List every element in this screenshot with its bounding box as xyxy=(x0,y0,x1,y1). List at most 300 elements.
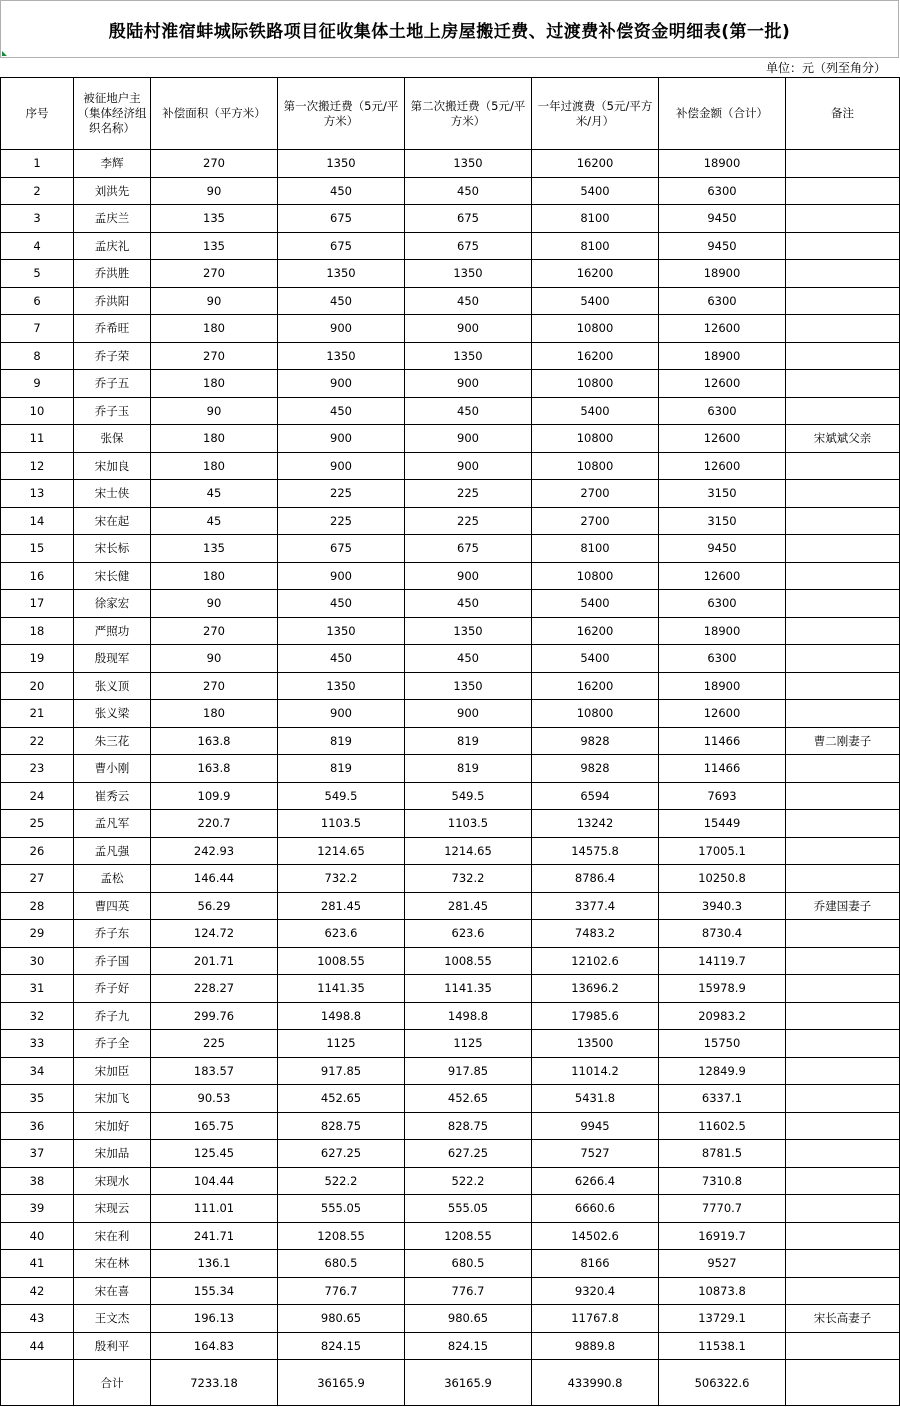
header-second-relocation-fee: 第二次搬迁费（5元/平方米） xyxy=(405,78,532,150)
cell-first-relocation-fee: 281.45 xyxy=(278,892,405,920)
cell-first-relocation-fee: 900 xyxy=(278,370,405,398)
cell-area: 180 xyxy=(151,370,278,398)
header-remark: 备注 xyxy=(786,78,900,150)
cell-first-relocation-fee: 1350 xyxy=(278,260,405,288)
table-row xyxy=(1,672,900,700)
cell-transition-fee: 5400 xyxy=(532,645,659,673)
cell-first-relocation-fee: 450 xyxy=(278,645,405,673)
cell-second-relocation-fee: 980.65 xyxy=(405,1305,532,1333)
cell-area: 183.57 xyxy=(151,1057,278,1085)
cell-owner: 乔洪胜 xyxy=(74,260,151,288)
cell-remark: 宋斌斌父亲 xyxy=(786,425,900,453)
cell-area: 164.83 xyxy=(151,1332,278,1360)
table-row xyxy=(1,562,900,590)
cell-total-compensation: 9450 xyxy=(659,205,786,233)
cell-second-relocation-fee: 680.5 xyxy=(405,1250,532,1278)
cell-first-relocation-fee: 627.25 xyxy=(278,1140,405,1168)
cell-index: 35 xyxy=(1,1085,74,1113)
cell-total-compensation: 13729.1 xyxy=(659,1305,786,1333)
cell-owner: 宋在喜 xyxy=(74,1277,151,1305)
cell-first-relocation-fee: 1350 xyxy=(278,342,405,370)
cell-transition-fee: 16200 xyxy=(532,342,659,370)
cell-total-compensation: 16919.7 xyxy=(659,1222,786,1250)
cell-transition-fee: 10800 xyxy=(532,562,659,590)
cell-transition-fee: 16200 xyxy=(532,150,659,178)
cell-owner: 孟庆兰 xyxy=(74,205,151,233)
cell-area: 90 xyxy=(151,177,278,205)
cell-total-compensation: 15449 xyxy=(659,810,786,838)
table-row xyxy=(1,535,900,563)
cell-total-compensation: 9527 xyxy=(659,1250,786,1278)
cell-remark xyxy=(786,1002,900,1030)
cell-remark xyxy=(786,205,900,233)
cell-total-compensation: 12600 xyxy=(659,370,786,398)
cell-transition-fee: 8100 xyxy=(532,205,659,233)
cell-index: 33 xyxy=(1,1030,74,1058)
cell-remark xyxy=(786,150,900,178)
cell-index: 14 xyxy=(1,507,74,535)
cell-total-compensation: 10873.8 xyxy=(659,1277,786,1305)
table-body xyxy=(1,150,900,1360)
cell-first-relocation-fee: 1008.55 xyxy=(278,947,405,975)
cell-remark xyxy=(786,947,900,975)
table-row xyxy=(1,315,900,343)
cell-first-relocation-fee: 549.5 xyxy=(278,782,405,810)
cell-first-relocation-fee: 225 xyxy=(278,507,405,535)
cell-area: 135 xyxy=(151,535,278,563)
cell-transition-fee: 11767.8 xyxy=(532,1305,659,1333)
cell-index: 22 xyxy=(1,727,74,755)
header-total-compensation: 补偿金额（合计） xyxy=(659,78,786,150)
cell-remark xyxy=(786,1167,900,1195)
cell-transition-fee: 16200 xyxy=(532,260,659,288)
table-row xyxy=(1,1030,900,1058)
cell-transition-fee: 13500 xyxy=(532,1030,659,1058)
cell-transition-fee: 7483.2 xyxy=(532,920,659,948)
cell-remark xyxy=(786,535,900,563)
table-row xyxy=(1,1305,900,1333)
cell-corner-marker xyxy=(2,51,7,56)
cell-index: 38 xyxy=(1,1167,74,1195)
cell-area: 155.34 xyxy=(151,1277,278,1305)
table-row xyxy=(1,892,900,920)
table-row xyxy=(1,1332,900,1360)
header-area: 补偿面积（平方米） xyxy=(151,78,278,150)
total-compensation: 506322.6 xyxy=(659,1360,786,1406)
cell-owner: 殷现军 xyxy=(74,645,151,673)
cell-index: 36 xyxy=(1,1112,74,1140)
cell-total-compensation: 10250.8 xyxy=(659,865,786,893)
cell-total-compensation: 12600 xyxy=(659,315,786,343)
cell-second-relocation-fee: 522.2 xyxy=(405,1167,532,1195)
cell-owner: 宋士侠 xyxy=(74,480,151,508)
cell-owner: 宋在林 xyxy=(74,1250,151,1278)
cell-remark xyxy=(786,1222,900,1250)
table-row xyxy=(1,755,900,783)
cell-area: 135 xyxy=(151,232,278,260)
cell-remark xyxy=(786,837,900,865)
cell-first-relocation-fee: 452.65 xyxy=(278,1085,405,1113)
table-row xyxy=(1,975,900,1003)
cell-second-relocation-fee: 1350 xyxy=(405,342,532,370)
cell-owner: 乔子国 xyxy=(74,947,151,975)
total-remark xyxy=(786,1360,900,1406)
cell-first-relocation-fee: 732.2 xyxy=(278,865,405,893)
cell-second-relocation-fee: 452.65 xyxy=(405,1085,532,1113)
header-index: 序号 xyxy=(1,78,74,150)
cell-first-relocation-fee: 900 xyxy=(278,452,405,480)
total-area: 7233.18 xyxy=(151,1360,278,1406)
cell-total-compensation: 7310.8 xyxy=(659,1167,786,1195)
cell-remark xyxy=(786,1057,900,1085)
table-row xyxy=(1,287,900,315)
cell-second-relocation-fee: 917.85 xyxy=(405,1057,532,1085)
cell-area: 270 xyxy=(151,260,278,288)
cell-first-relocation-fee: 1498.8 xyxy=(278,1002,405,1030)
table-row xyxy=(1,1250,900,1278)
cell-transition-fee: 14502.6 xyxy=(532,1222,659,1250)
cell-owner: 宋加良 xyxy=(74,452,151,480)
cell-index: 6 xyxy=(1,287,74,315)
cell-second-relocation-fee: 225 xyxy=(405,507,532,535)
cell-second-relocation-fee: 675 xyxy=(405,205,532,233)
cell-first-relocation-fee: 900 xyxy=(278,562,405,590)
cell-index: 41 xyxy=(1,1250,74,1278)
cell-total-compensation: 14119.7 xyxy=(659,947,786,975)
cell-second-relocation-fee: 1350 xyxy=(405,617,532,645)
cell-index: 28 xyxy=(1,892,74,920)
cell-area: 196.13 xyxy=(151,1305,278,1333)
cell-owner: 宋加飞 xyxy=(74,1085,151,1113)
cell-transition-fee: 10800 xyxy=(532,315,659,343)
cell-total-compensation: 18900 xyxy=(659,260,786,288)
cell-index: 25 xyxy=(1,810,74,838)
cell-owner: 崔秀云 xyxy=(74,782,151,810)
cell-transition-fee: 16200 xyxy=(532,672,659,700)
unit-note: 单位：元（列至角分） xyxy=(765,61,886,75)
table-row xyxy=(1,507,900,535)
cell-remark xyxy=(786,1332,900,1360)
cell-area: 180 xyxy=(151,452,278,480)
cell-first-relocation-fee: 675 xyxy=(278,205,405,233)
cell-owner: 徐家宏 xyxy=(74,590,151,618)
cell-area: 270 xyxy=(151,672,278,700)
cell-owner: 乔子九 xyxy=(74,1002,151,1030)
cell-transition-fee: 6594 xyxy=(532,782,659,810)
cell-first-relocation-fee: 980.65 xyxy=(278,1305,405,1333)
cell-index: 3 xyxy=(1,205,74,233)
cell-first-relocation-fee: 1125 xyxy=(278,1030,405,1058)
cell-first-relocation-fee: 1141.35 xyxy=(278,975,405,1003)
cell-area: 163.8 xyxy=(151,755,278,783)
cell-first-relocation-fee: 900 xyxy=(278,425,405,453)
cell-remark xyxy=(786,700,900,728)
total-first-relocation-fee: 36165.9 xyxy=(278,1360,405,1406)
cell-owner: 刘洪先 xyxy=(74,177,151,205)
table-row xyxy=(1,617,900,645)
cell-total-compensation: 6300 xyxy=(659,645,786,673)
header-row xyxy=(1,78,900,150)
cell-index: 8 xyxy=(1,342,74,370)
cell-owner: 孟庆礼 xyxy=(74,232,151,260)
cell-area: 45 xyxy=(151,480,278,508)
table-row xyxy=(1,920,900,948)
cell-index: 37 xyxy=(1,1140,74,1168)
table-row xyxy=(1,1057,900,1085)
cell-index: 2 xyxy=(1,177,74,205)
cell-first-relocation-fee: 1350 xyxy=(278,150,405,178)
cell-owner: 张义梁 xyxy=(74,700,151,728)
table-row xyxy=(1,480,900,508)
cell-remark xyxy=(786,617,900,645)
total-index xyxy=(1,1360,74,1406)
cell-second-relocation-fee: 1125 xyxy=(405,1030,532,1058)
cell-index: 13 xyxy=(1,480,74,508)
cell-area: 135 xyxy=(151,205,278,233)
title-bar xyxy=(0,0,899,58)
cell-remark xyxy=(786,480,900,508)
cell-second-relocation-fee: 225 xyxy=(405,480,532,508)
cell-total-compensation: 18900 xyxy=(659,150,786,178)
cell-transition-fee: 9828 xyxy=(532,755,659,783)
cell-area: 90 xyxy=(151,645,278,673)
cell-remark xyxy=(786,287,900,315)
cell-total-compensation: 12600 xyxy=(659,562,786,590)
cell-owner: 宋加品 xyxy=(74,1140,151,1168)
cell-owner: 孟凡强 xyxy=(74,837,151,865)
cell-index: 21 xyxy=(1,700,74,728)
cell-index: 7 xyxy=(1,315,74,343)
table-row xyxy=(1,1002,900,1030)
cell-transition-fee: 9889.8 xyxy=(532,1332,659,1360)
table-row xyxy=(1,1112,900,1140)
cell-total-compensation: 6300 xyxy=(659,177,786,205)
cell-second-relocation-fee: 900 xyxy=(405,425,532,453)
cell-owner: 曹四英 xyxy=(74,892,151,920)
header-owner: 被征地户主（集体经济组织名称） xyxy=(74,78,151,150)
cell-index: 11 xyxy=(1,425,74,453)
cell-transition-fee: 8166 xyxy=(532,1250,659,1278)
cell-second-relocation-fee: 627.25 xyxy=(405,1140,532,1168)
cell-total-compensation: 17005.1 xyxy=(659,837,786,865)
cell-first-relocation-fee: 1350 xyxy=(278,672,405,700)
table-row xyxy=(1,865,900,893)
cell-first-relocation-fee: 1350 xyxy=(278,617,405,645)
cell-area: 90 xyxy=(151,397,278,425)
cell-remark xyxy=(786,1250,900,1278)
cell-transition-fee: 8100 xyxy=(532,232,659,260)
cell-owner: 乔子五 xyxy=(74,370,151,398)
cell-transition-fee: 10800 xyxy=(532,452,659,480)
cell-total-compensation: 18900 xyxy=(659,342,786,370)
cell-owner: 宋长健 xyxy=(74,562,151,590)
cell-total-compensation: 12849.9 xyxy=(659,1057,786,1085)
cell-total-compensation: 15750 xyxy=(659,1030,786,1058)
cell-transition-fee: 5400 xyxy=(532,590,659,618)
cell-second-relocation-fee: 824.15 xyxy=(405,1332,532,1360)
cell-area: 242.93 xyxy=(151,837,278,865)
cell-total-compensation: 6300 xyxy=(659,590,786,618)
cell-transition-fee: 5400 xyxy=(532,287,659,315)
cell-remark xyxy=(786,232,900,260)
cell-index: 34 xyxy=(1,1057,74,1085)
cell-first-relocation-fee: 450 xyxy=(278,590,405,618)
cell-area: 125.45 xyxy=(151,1140,278,1168)
cell-second-relocation-fee: 900 xyxy=(405,452,532,480)
table-row xyxy=(1,590,900,618)
cell-total-compensation: 12600 xyxy=(659,452,786,480)
cell-total-compensation: 11538.1 xyxy=(659,1332,786,1360)
cell-first-relocation-fee: 450 xyxy=(278,177,405,205)
cell-remark xyxy=(786,1140,900,1168)
total-row xyxy=(1,1360,900,1406)
cell-index: 31 xyxy=(1,975,74,1003)
cell-area: 136.1 xyxy=(151,1250,278,1278)
cell-transition-fee: 7527 xyxy=(532,1140,659,1168)
cell-total-compensation: 9450 xyxy=(659,232,786,260)
cell-total-compensation: 15978.9 xyxy=(659,975,786,1003)
cell-index: 17 xyxy=(1,590,74,618)
cell-owner: 孟松 xyxy=(74,865,151,893)
cell-area: 180 xyxy=(151,425,278,453)
cell-area: 228.27 xyxy=(151,975,278,1003)
cell-owner: 宋现云 xyxy=(74,1195,151,1223)
cell-first-relocation-fee: 680.5 xyxy=(278,1250,405,1278)
cell-owner: 宋加好 xyxy=(74,1112,151,1140)
cell-owner: 孟凡军 xyxy=(74,810,151,838)
cell-remark xyxy=(786,920,900,948)
cell-owner: 曹小刚 xyxy=(74,755,151,783)
cell-owner: 宋在利 xyxy=(74,1222,151,1250)
cell-remark xyxy=(786,562,900,590)
cell-second-relocation-fee: 549.5 xyxy=(405,782,532,810)
cell-second-relocation-fee: 1008.55 xyxy=(405,947,532,975)
total-transition-fee: 433990.8 xyxy=(532,1360,659,1406)
cell-total-compensation: 11466 xyxy=(659,755,786,783)
cell-transition-fee: 11014.2 xyxy=(532,1057,659,1085)
cell-remark xyxy=(786,975,900,1003)
cell-area: 270 xyxy=(151,342,278,370)
cell-index: 15 xyxy=(1,535,74,563)
cell-second-relocation-fee: 623.6 xyxy=(405,920,532,948)
cell-remark xyxy=(786,315,900,343)
cell-remark xyxy=(786,1277,900,1305)
cell-transition-fee: 14575.8 xyxy=(532,837,659,865)
compensation-table xyxy=(0,77,900,1406)
cell-first-relocation-fee: 623.6 xyxy=(278,920,405,948)
cell-area: 111.01 xyxy=(151,1195,278,1223)
cell-index: 40 xyxy=(1,1222,74,1250)
cell-first-relocation-fee: 900 xyxy=(278,700,405,728)
table-row xyxy=(1,425,900,453)
cell-index: 20 xyxy=(1,672,74,700)
cell-owner: 宋现水 xyxy=(74,1167,151,1195)
cell-transition-fee: 8786.4 xyxy=(532,865,659,893)
cell-transition-fee: 9828 xyxy=(532,727,659,755)
cell-first-relocation-fee: 675 xyxy=(278,232,405,260)
cell-transition-fee: 13696.2 xyxy=(532,975,659,1003)
cell-second-relocation-fee: 819 xyxy=(405,727,532,755)
cell-area: 104.44 xyxy=(151,1167,278,1195)
cell-second-relocation-fee: 900 xyxy=(405,315,532,343)
cell-second-relocation-fee: 1214.65 xyxy=(405,837,532,865)
cell-first-relocation-fee: 450 xyxy=(278,287,405,315)
cell-index: 19 xyxy=(1,645,74,673)
cell-owner: 乔希旺 xyxy=(74,315,151,343)
header-transition-fee: 一年过渡费（5元/平方米/月） xyxy=(532,78,659,150)
cell-index: 24 xyxy=(1,782,74,810)
cell-owner: 张义顶 xyxy=(74,672,151,700)
cell-remark: 曹二刚妻子 xyxy=(786,727,900,755)
cell-index: 18 xyxy=(1,617,74,645)
cell-second-relocation-fee: 1208.55 xyxy=(405,1222,532,1250)
table-row xyxy=(1,370,900,398)
cell-remark xyxy=(786,1030,900,1058)
cell-area: 180 xyxy=(151,562,278,590)
cell-index: 32 xyxy=(1,1002,74,1030)
cell-second-relocation-fee: 776.7 xyxy=(405,1277,532,1305)
total-second-relocation-fee: 36165.9 xyxy=(405,1360,532,1406)
cell-transition-fee: 3377.4 xyxy=(532,892,659,920)
cell-second-relocation-fee: 900 xyxy=(405,370,532,398)
table-row xyxy=(1,1222,900,1250)
cell-second-relocation-fee: 1141.35 xyxy=(405,975,532,1003)
table-row xyxy=(1,232,900,260)
cell-area: 180 xyxy=(151,700,278,728)
cell-area: 146.44 xyxy=(151,865,278,893)
cell-area: 220.7 xyxy=(151,810,278,838)
table-row xyxy=(1,947,900,975)
cell-second-relocation-fee: 1350 xyxy=(405,260,532,288)
table-row xyxy=(1,1167,900,1195)
cell-transition-fee: 10800 xyxy=(532,700,659,728)
cell-first-relocation-fee: 522.2 xyxy=(278,1167,405,1195)
cell-first-relocation-fee: 1103.5 xyxy=(278,810,405,838)
cell-index: 4 xyxy=(1,232,74,260)
cell-second-relocation-fee: 675 xyxy=(405,232,532,260)
cell-first-relocation-fee: 819 xyxy=(278,727,405,755)
cell-second-relocation-fee: 450 xyxy=(405,397,532,425)
cell-index: 42 xyxy=(1,1277,74,1305)
cell-second-relocation-fee: 828.75 xyxy=(405,1112,532,1140)
cell-first-relocation-fee: 1208.55 xyxy=(278,1222,405,1250)
cell-transition-fee: 12102.6 xyxy=(532,947,659,975)
cell-second-relocation-fee: 450 xyxy=(405,645,532,673)
table-row xyxy=(1,342,900,370)
cell-remark xyxy=(786,507,900,535)
cell-transition-fee: 17985.6 xyxy=(532,1002,659,1030)
cell-remark xyxy=(786,1112,900,1140)
cell-remark xyxy=(786,865,900,893)
cell-first-relocation-fee: 819 xyxy=(278,755,405,783)
table-row xyxy=(1,645,900,673)
cell-index: 9 xyxy=(1,370,74,398)
cell-owner: 乔洪阳 xyxy=(74,287,151,315)
cell-index: 5 xyxy=(1,260,74,288)
cell-first-relocation-fee: 450 xyxy=(278,397,405,425)
cell-area: 225 xyxy=(151,1030,278,1058)
cell-total-compensation: 8781.5 xyxy=(659,1140,786,1168)
table-row xyxy=(1,782,900,810)
cell-total-compensation: 7770.7 xyxy=(659,1195,786,1223)
cell-remark xyxy=(786,1195,900,1223)
table-row xyxy=(1,177,900,205)
cell-second-relocation-fee: 1350 xyxy=(405,150,532,178)
cell-total-compensation: 18900 xyxy=(659,617,786,645)
cell-remark xyxy=(786,370,900,398)
cell-owner: 严照功 xyxy=(74,617,151,645)
cell-owner: 乔子东 xyxy=(74,920,151,948)
